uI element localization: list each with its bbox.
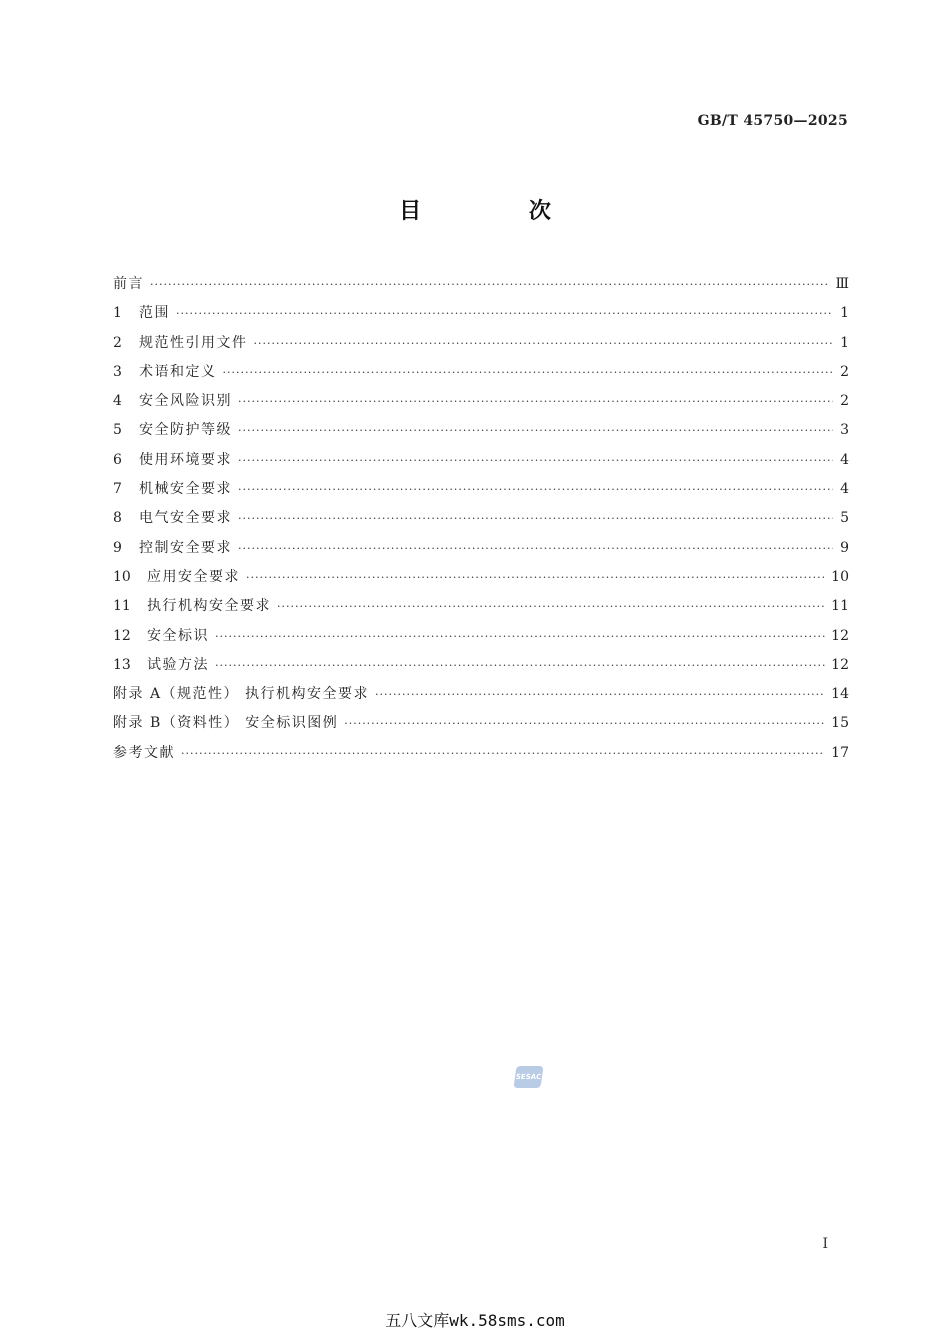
toc-entry-page: 1 xyxy=(840,334,849,351)
toc-entry-label: 参考文献 xyxy=(113,744,175,761)
toc-leader-dots xyxy=(215,651,825,680)
toc-entry-page: 1 xyxy=(840,305,849,322)
toc-leader-dots xyxy=(344,709,825,738)
toc-leader-dots xyxy=(375,680,825,709)
toc-entry-page: 4 xyxy=(840,451,849,468)
toc-entry-label: 应用安全要求 xyxy=(147,568,240,585)
toc-entry-number: 5 xyxy=(113,422,122,439)
toc-entry-page: 15 xyxy=(831,715,849,732)
toc-leader-dots xyxy=(238,534,833,563)
toc-entry[interactable] xyxy=(113,651,849,680)
toc-entry-label: 机械安全要求 xyxy=(139,481,232,498)
toc-entry-label: 使用环境要求 xyxy=(139,451,232,468)
page-number: I xyxy=(822,1236,828,1252)
toc-entry-number: 8 xyxy=(113,510,122,527)
toc-leader-dots xyxy=(277,592,825,621)
toc-leader-dots xyxy=(238,446,833,475)
toc-entry-page: 5 xyxy=(840,510,849,527)
toc-entry-page: 10 xyxy=(831,568,849,585)
toc-entry-number: 3 xyxy=(113,363,122,380)
toc-entry-label: 电气安全要求 xyxy=(139,510,232,527)
toc-entry[interactable] xyxy=(113,739,849,768)
toc-entry-page: 2 xyxy=(840,393,849,410)
toc-leader-dots xyxy=(238,504,833,533)
toc-entry[interactable] xyxy=(113,563,849,592)
toc-entry-label: 附录 A（规范性） 执行机构安全要求 xyxy=(113,686,370,703)
toc-entry-page: 4 xyxy=(840,481,849,498)
toc-entry-page: 12 xyxy=(831,656,849,673)
watermark-logo xyxy=(513,1066,543,1088)
toc-entry-page: 11 xyxy=(831,598,849,615)
toc-entry-number: 9 xyxy=(113,539,122,556)
toc-entry[interactable] xyxy=(113,709,849,738)
toc-entry[interactable] xyxy=(113,622,849,651)
toc-entry-label: 附录 B（资料性） 安全标识图例 xyxy=(113,715,339,732)
watermark-logo-text: SESAC xyxy=(515,1073,542,1081)
toc-entry-number: 4 xyxy=(113,393,122,410)
toc-entry-page: 9 xyxy=(840,539,849,556)
toc-entry-label: 安全标识 xyxy=(147,627,209,644)
toc-entry-label: 安全防护等级 xyxy=(139,422,232,439)
toc-leader-dots xyxy=(215,622,825,651)
toc-entry-label: 规范性引用文件 xyxy=(139,334,248,351)
toc-entry-page: 3 xyxy=(840,422,849,439)
toc-entry[interactable] xyxy=(113,358,849,387)
table-of-contents xyxy=(113,270,849,768)
toc-entry-label: 执行机构安全要求 xyxy=(147,598,271,615)
toc-entry-label: 试验方法 xyxy=(147,656,209,673)
toc-entry[interactable] xyxy=(113,534,849,563)
toc-entry-page: Ⅲ xyxy=(835,276,849,292)
toc-entry-label: 安全风险识别 xyxy=(139,393,232,410)
toc-entry[interactable] xyxy=(113,504,849,533)
toc-leader-dots xyxy=(238,387,833,416)
toc-entry-label: 前言 xyxy=(113,276,144,292)
toc-entry[interactable] xyxy=(113,446,849,475)
toc-leader-dots xyxy=(238,416,833,445)
toc-entry-page: 12 xyxy=(831,627,849,644)
toc-entry-page: 17 xyxy=(831,744,849,761)
footer-site-text: 五八文库wk.58sms.com xyxy=(385,1311,565,1330)
toc-entry[interactable] xyxy=(113,329,849,358)
toc-leader-dots xyxy=(223,358,834,387)
toc-entry-number: 7 xyxy=(113,481,122,498)
standard-code: GB/T 45750—2025 xyxy=(697,113,848,129)
page-title: 目 次 xyxy=(399,199,601,224)
toc-leader-dots xyxy=(181,739,825,768)
toc-entry-label: 术语和定义 xyxy=(139,363,217,380)
toc-entry-number: 6 xyxy=(113,451,122,468)
toc-leader-dots xyxy=(246,563,825,592)
toc-entry-label: 范围 xyxy=(139,305,170,322)
toc-entry-number: 12 xyxy=(113,627,131,644)
toc-entry[interactable] xyxy=(113,475,849,504)
toc-entry-number: 11 xyxy=(113,598,131,615)
toc-entry[interactable] xyxy=(113,416,849,445)
toc-leader-dots xyxy=(254,329,834,358)
toc-entry[interactable] xyxy=(113,592,849,621)
toc-entry[interactable] xyxy=(113,680,849,709)
toc-leader-dots xyxy=(176,299,833,328)
toc-entry-label: 控制安全要求 xyxy=(139,539,232,556)
toc-leader-dots xyxy=(150,270,829,299)
toc-entry-page: 14 xyxy=(831,686,849,703)
toc-entry-number: 1 xyxy=(113,305,122,322)
toc-entry-page: 2 xyxy=(840,363,849,380)
toc-entry-number: 13 xyxy=(113,656,131,673)
toc-entry-number: 2 xyxy=(113,334,122,351)
toc-leader-dots xyxy=(238,475,833,504)
toc-entry[interactable] xyxy=(113,387,849,416)
toc-entry[interactable] xyxy=(113,299,849,328)
toc-entry-number: 10 xyxy=(113,568,131,585)
toc-entry[interactable] xyxy=(113,270,849,299)
